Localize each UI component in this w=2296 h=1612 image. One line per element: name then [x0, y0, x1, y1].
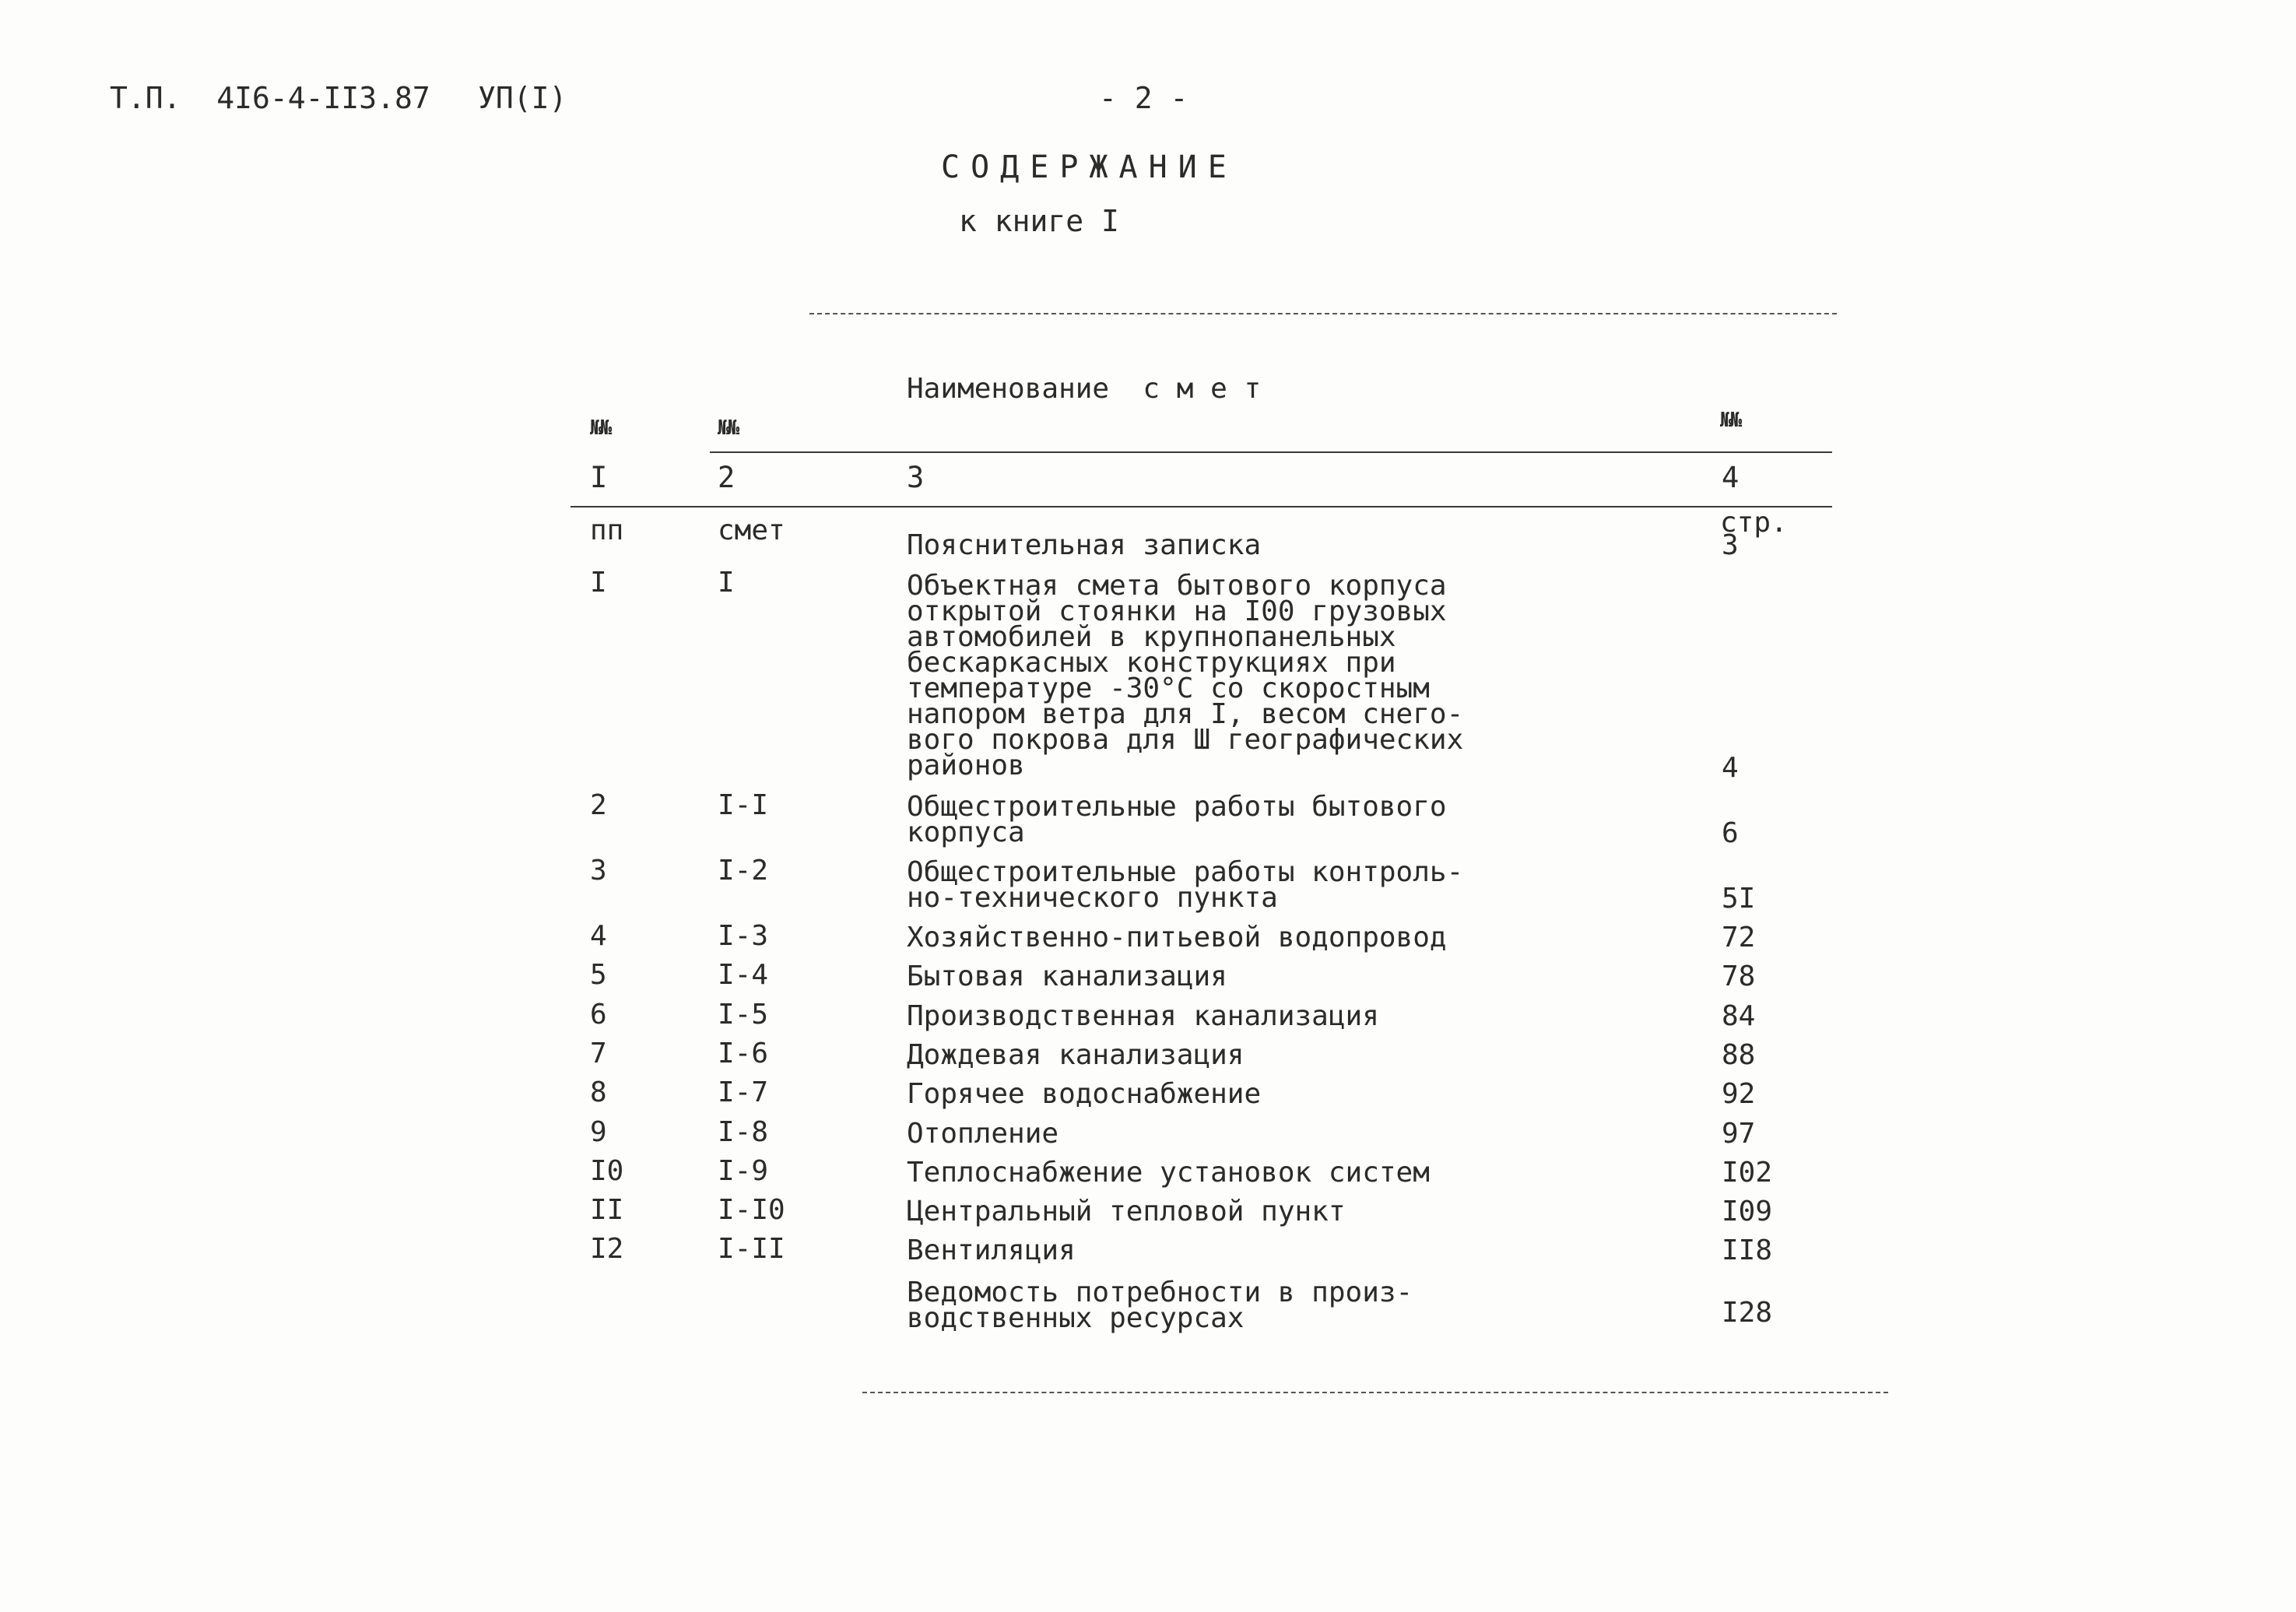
row-page: 88	[1722, 1039, 1756, 1071]
row-smeta: I-6	[718, 1038, 769, 1069]
row-pp: II	[590, 1194, 624, 1226]
row-page: 92	[1722, 1078, 1756, 1110]
row-page: 3	[1722, 529, 1739, 561]
row-pp: 4	[590, 920, 607, 952]
row-page: I28	[1722, 1297, 1773, 1329]
row-smeta: I-4	[718, 959, 769, 991]
table-bottom-rule	[862, 1392, 1888, 1393]
section-code: УП(I)	[478, 81, 567, 115]
row-page: 5I	[1722, 883, 1756, 915]
row-page: 84	[1722, 1000, 1756, 1032]
row-page: I09	[1722, 1196, 1773, 1227]
row-pp: I	[590, 567, 607, 599]
table-top-rule	[809, 313, 1837, 314]
row-name: Бытовая канализация	[907, 961, 1227, 992]
row-smeta: I-2	[718, 855, 769, 887]
row-name: Центральный тепловой пункт	[907, 1196, 1346, 1227]
row-name: Общестроительные работы контроль- но-технического пункта	[907, 856, 1464, 914]
row-name: Пояснительная записка	[907, 529, 1262, 561]
number-sign: №№	[1720, 409, 1740, 432]
row-pp: 6	[590, 999, 607, 1031]
row-page: 4	[1722, 752, 1739, 784]
row-page: II8	[1722, 1234, 1773, 1266]
column-number: 3	[907, 461, 925, 494]
row-name: Общестроительные работы бытового корпуса	[907, 791, 1447, 848]
column-number: I	[590, 461, 608, 494]
row-name: Вентиляция	[907, 1234, 1076, 1266]
row-name: Производственная канализация	[907, 1000, 1379, 1032]
row-pp: 3	[590, 855, 607, 887]
row-pp: I2	[590, 1233, 624, 1265]
row-name: Горячее водоснабжение	[907, 1078, 1262, 1110]
row-pp: 8	[590, 1076, 607, 1108]
row-smeta: I-II	[718, 1233, 785, 1265]
row-page: 6	[1722, 817, 1739, 849]
column-number: 2	[718, 461, 735, 494]
page-number: - 2 -	[1099, 81, 1188, 115]
row-smeta: I-9	[718, 1155, 769, 1187]
page-subtitle: к книге I	[959, 204, 1119, 238]
column-header-label: стр.	[1720, 507, 1788, 539]
row-name: Дождевая канализация	[907, 1039, 1245, 1071]
row-smeta: I-8	[718, 1116, 769, 1148]
row-pp: I0	[590, 1155, 624, 1187]
row-page: I02	[1722, 1157, 1773, 1189]
row-smeta: I-3	[718, 920, 769, 952]
row-page: 72	[1722, 922, 1756, 954]
row-page: 97	[1722, 1118, 1756, 1150]
page-title: СОДЕРЖАНИЕ	[941, 149, 1238, 185]
row-smeta: I-7	[718, 1076, 769, 1108]
row-pp: 5	[590, 959, 607, 991]
header-bottom-rule	[710, 451, 1832, 453]
document-code: Т.П. 4I6-4-II3.87	[110, 81, 430, 115]
row-name: Хозяйственно-питьевой водопровод	[907, 922, 1447, 954]
row-name: Теплоснабжение установок систем	[907, 1157, 1430, 1189]
row-smeta: I	[718, 567, 735, 599]
column-header-label: смет	[718, 515, 785, 546]
column-number: 4	[1722, 461, 1740, 494]
row-page: 78	[1722, 961, 1756, 992]
column-header-name: Наименование с м е т	[907, 373, 1262, 405]
row-smeta: I-5	[718, 999, 769, 1031]
number-sign: №№	[590, 416, 610, 440]
column-header-label: пп	[590, 515, 624, 546]
row-name: Объектная смета бытового корпуса открытой стоянки на I00 грузовых автомобилей в крупнопанельных бескаркасных конструкциях при температуре -30°С со скоростным напором ветра для I, весом снего- вого покрова для Ш географических районов	[907, 570, 1464, 781]
row-smeta: I-I0	[718, 1194, 785, 1226]
number-sign: №№	[718, 416, 738, 440]
row-smeta: I-I	[718, 789, 769, 821]
row-name: Отопление	[907, 1118, 1059, 1150]
row-name: Ведомость потребности в произ- водственных ресурсах	[907, 1277, 1413, 1334]
row-pp: 9	[590, 1116, 607, 1148]
row-pp: 7	[590, 1038, 607, 1069]
row-pp: 2	[590, 789, 607, 821]
